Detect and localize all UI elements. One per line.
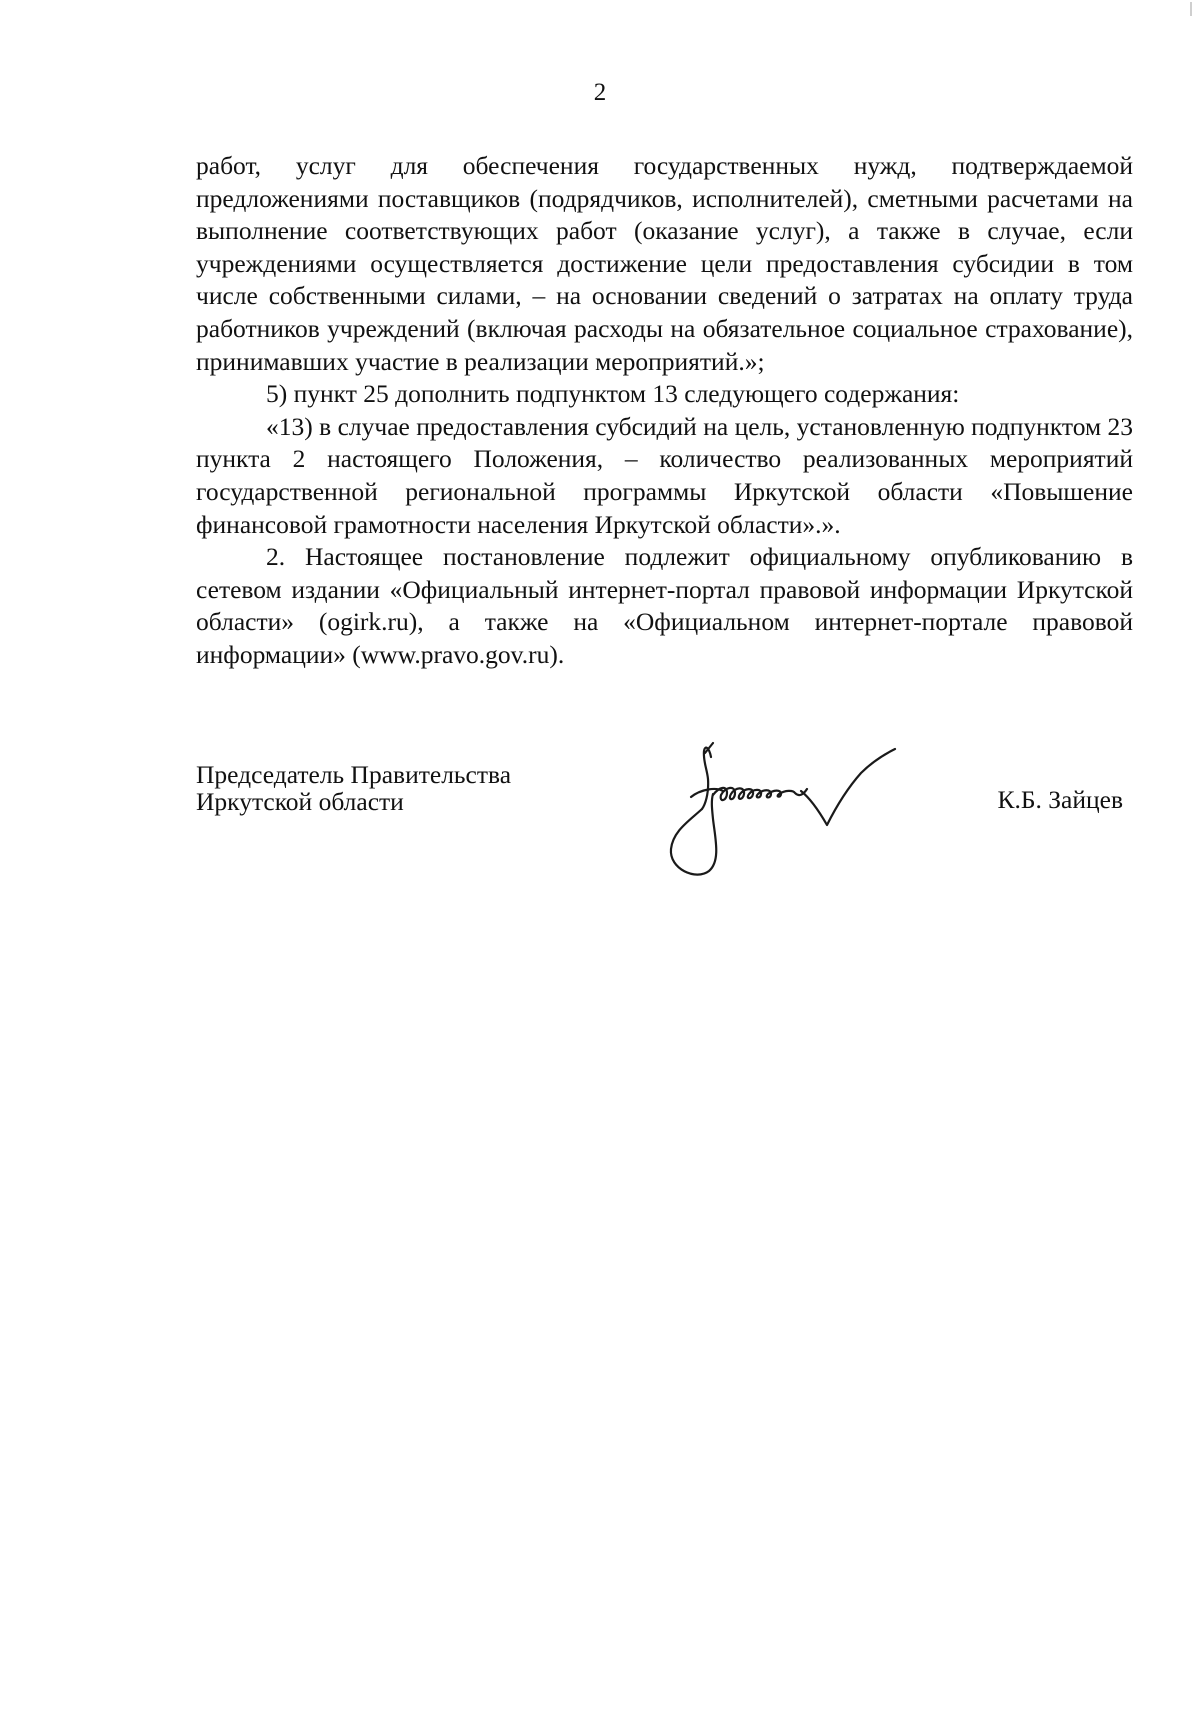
paragraph-publication-clause: 2. Настоящее постановление подлежит официальному опубликованию в сетевом издании «Официальный интернет-портал правовой информации Иркутской области» (ogirk.ru), а также на «Официальном интернет-портале правовой информации» (www.pravo.gov.ru). (196, 542, 1133, 669)
signatory-title-line-1: Председатель Правительства (196, 760, 512, 789)
signatory-title (196, 761, 511, 815)
signature-block (196, 761, 1133, 901)
paragraph-subitem-13: «13) в случае предоставления субсидий на цель, установленную подпунктом 23 пункта 2 настоящего Положения, – количество реализованных мероприятий государственной региональной программы Иркутской области «Повышение финансовой грамотности населения Иркутской области».». (196, 411, 1133, 539)
signatory-name: К.Б. Зайцев (997, 785, 1123, 814)
paragraph-continuation: работ, услуг для обеспечения государственных нужд, подтверждаемой предложениями поставщиков (подрядчиков, исполнителей), сметными расчетами на выполнение соответствующих работ (оказание услуг), а также в случае, если учреждениями осуществляется достижение цели предоставления субсидии в том числе собственными силами, – на основании сведений о затратах на оплату труда работников учреждений (включая расходы на обязательное социальное страхование), принимавших участие в реализации мероприятий.»; (196, 151, 1133, 376)
page-number: 2 (593, 79, 607, 106)
document-body (196, 150, 1133, 672)
handwritten-signature-icon (661, 739, 941, 889)
signatory-title-line-2: Иркутской области (196, 787, 404, 816)
paragraph-item-5: 5) пункт 25 дополнить подпунктом 13 следующего содержания: (266, 379, 960, 409)
scan-corner-mark (1190, 2, 1192, 16)
